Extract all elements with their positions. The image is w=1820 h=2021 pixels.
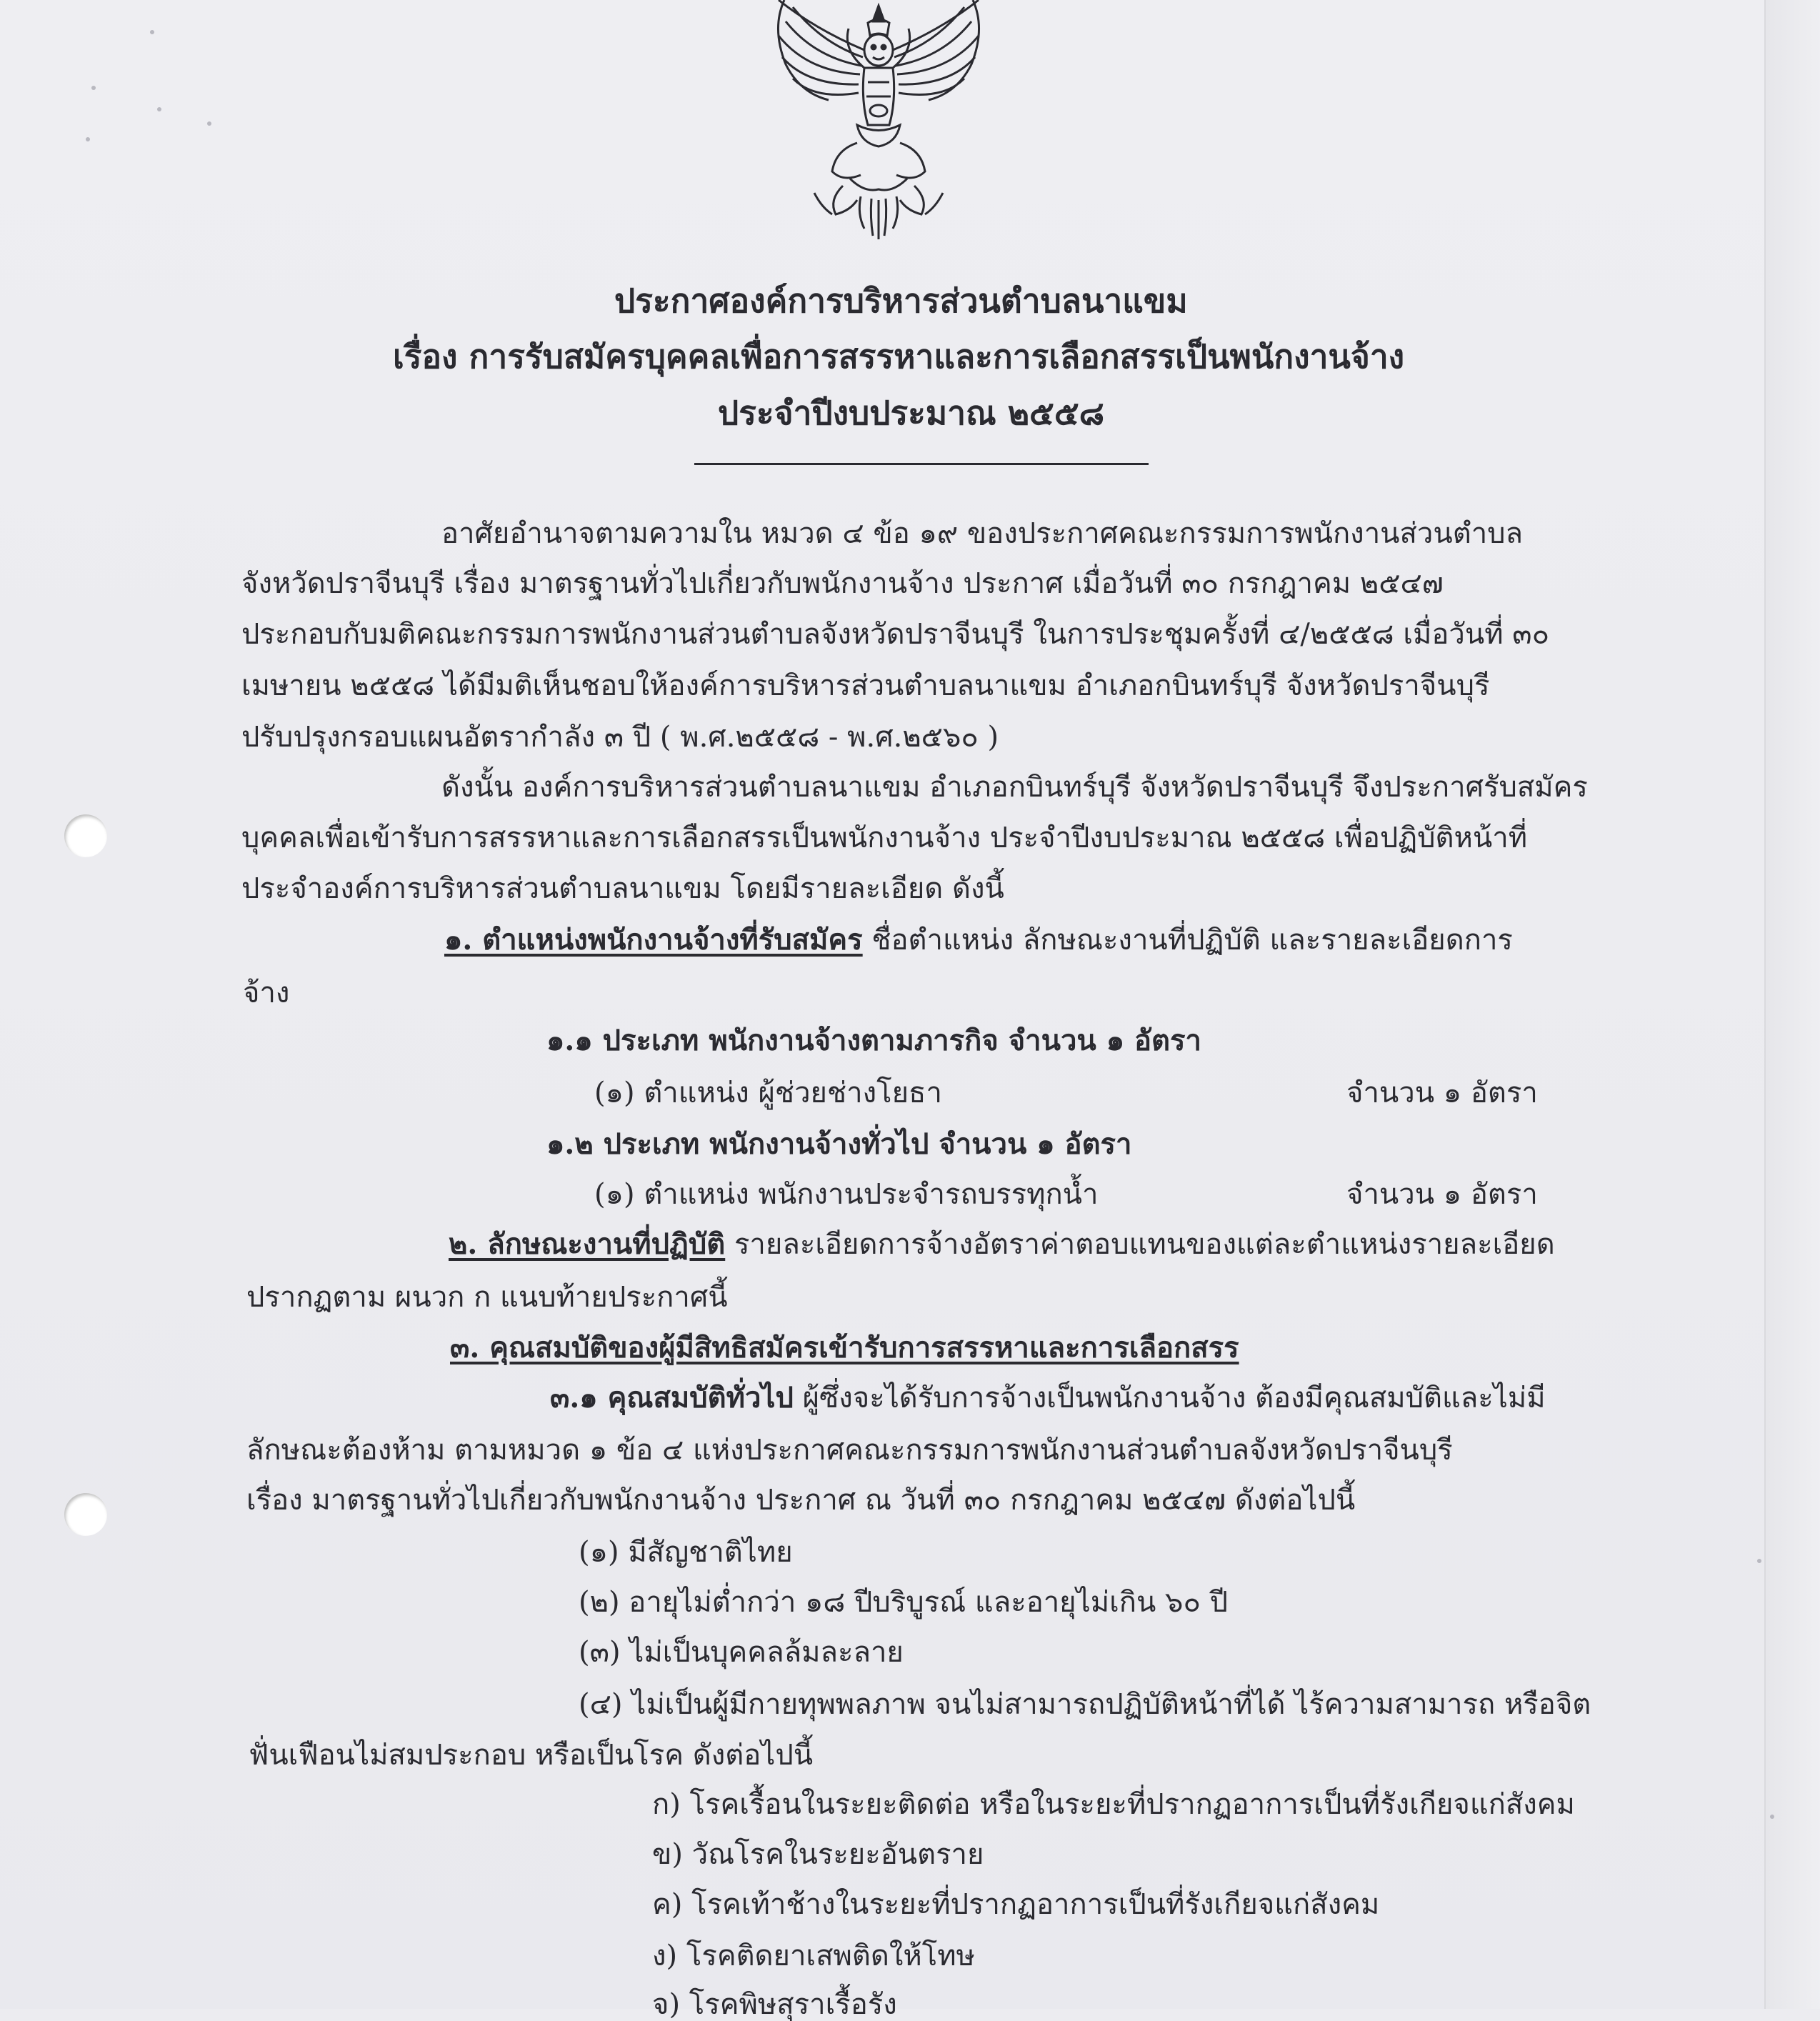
disease-item: จ) โรคพิษสุราเรื้อรัง	[652, 1988, 897, 2021]
intro-paragraph-line: บุคคลเพื่อเข้ารับการสรรหาและการเลือกสรรเป็นพนักงานจ้าง ประจำปีงบประมาณ ๒๕๕๘ เพื่อปฏิบัติหน้าที่	[241, 822, 1528, 854]
position-count: จำนวน ๑ อัตรา	[1346, 1178, 1538, 1211]
paper-speck	[1757, 1559, 1761, 1563]
section-3-1-title-rest: ผู้ซึ่งจะได้รับการจ้างเป็นพนักงานจ้าง ต้องมีคุณสมบัติและไม่มี	[793, 1382, 1546, 1414]
paper-speck	[157, 107, 161, 111]
section-1-heading	[444, 923, 1513, 957]
intro-paragraph-line: ปรับปรุงกรอบแผนอัตรากำลัง ๓ ปี ( พ.ศ.๒๕๕๘ - พ.ศ.๒๕๖๐ )	[241, 721, 999, 754]
disease-item: ง) โรคติดยาเสพติดให้โทษ	[652, 1940, 975, 1972]
section-2-heading	[449, 1227, 1555, 1261]
disease-item: ก) โรคเรื้อนในระยะติดต่อ หรือในระยะที่ปรากฏอาการเป็นที่รังเกียจแก่สังคม	[652, 1788, 1575, 1821]
announcement-subject: เรื่อง การรับสมัครบุคคลเพื่อการสรรหาและการเลือกสรรเป็นพนักงานจ้าง	[393, 337, 1405, 376]
position-item: (๑) ตำแหน่ง พนักงานประจำรถบรรทุกน้ำ	[594, 1178, 1099, 1211]
disease-item: ข) วัณโรคในระยะอันตราย	[652, 1838, 984, 1871]
qualification-item-cont: ฟั่นเฟือนไม่สมประกอบ หรือเป็นโรค ดังต่อไปนี้	[249, 1739, 814, 1772]
section-2-title-rest: รายละเอียดการจ้างอัตราค่าตอบแทนของแต่ละตำแหน่งรายละเอียด	[725, 1228, 1555, 1261]
announcement-title: ประกาศองค์การบริหารส่วนตำบลนาแขม	[614, 281, 1188, 320]
section-1-heading-cont: จ้าง	[243, 977, 290, 1009]
section-3-1-title: ๓.๑ คุณสมบัติทั่วไป	[550, 1381, 794, 1414]
position-count: จำนวน ๑ อัตรา	[1346, 1077, 1538, 1109]
section-2-title: ๒. ลักษณะงานที่ปฏิบัติ	[449, 1227, 726, 1261]
paper-speck	[150, 30, 154, 34]
paper-edge	[1764, 0, 1820, 2009]
section-1-title: ๑. ตำแหน่งพนักงานจ้างที่รับสมัคร	[444, 923, 863, 957]
section-2-cont: ปรากฏตาม ผนวก ก แนบท้ายประกาศนี้	[246, 1281, 728, 1314]
section-1-title-rest: ชื่อตำแหน่ง ลักษณะงานที่ปฏิบัติ และรายละเอียดการ	[862, 924, 1513, 957]
section-3-heading: ๓. คุณสมบัติของผู้มีสิทธิสมัครเข้ารับการสรรหาและการเลือกสรร	[450, 1331, 1239, 1364]
section-3-1-heading	[550, 1381, 1546, 1414]
announcement-fiscal-year: ประจำปีงบประมาณ ๒๕๕๘	[718, 394, 1105, 432]
section-3-1-line: ลักษณะต้องห้าม ตามหมวด ๑ ข้อ ๔ แห่งประกาศคณะกรรมการพนักงานส่วนตำบลจังหวัดปราจีนบุรี	[246, 1434, 1453, 1467]
title-divider	[694, 463, 1149, 465]
qualification-item: (๔) ไม่เป็นผู้มีกายทุพพลภาพ จนไม่สามารถปฏิบัติหน้าที่ได้ ไร้ความสามารถ หรือจิต	[579, 1688, 1591, 1721]
section-1-2-heading: ๑.๒ ประเภท พนักงานจ้างทั่วไป จำนวน ๑ อัตรา	[546, 1127, 1132, 1161]
intro-paragraph-line: ดังนั้น องค์การบริหารส่วนตำบลนาแขม อำเภอกบินทร์บุรี จังหวัดปราจีนบุรี จึงประกาศรับสมัคร	[441, 771, 1588, 804]
intro-paragraph-line: ประกอบกับมติคณะกรรมการพนักงานส่วนตำบลจังหวัดปราจีนบุรี ในการประชุมครั้งที่ ๔/๒๕๕๘ เมื่อวันที่ ๓๐	[241, 618, 1550, 651]
disease-item: ค) โรคเท้าช้างในระยะที่ปรากฏอาการเป็นที่รังเกียจแก่สังคม	[652, 1888, 1380, 1921]
paper-speck	[86, 137, 90, 141]
garuda-emblem	[764, 0, 993, 239]
punch-hole-top	[64, 814, 107, 857]
intro-paragraph-line: อาศัยอำนาจตามความใน หมวด ๔ ข้อ ๑๙ ของประกาศคณะกรรมการพนักงานส่วนตำบล	[441, 517, 1524, 550]
qualification-item: (๓) ไม่เป็นบุคคลล้มละลาย	[579, 1636, 904, 1669]
intro-paragraph-line: ประจำองค์การบริหารส่วนตำบลนาแขม โดยมีรายละเอียด ดังนี้	[241, 872, 1004, 905]
punch-hole-bottom	[64, 1493, 107, 1536]
section-1-1-heading: ๑.๑ ประเภท พนักงานจ้างตามภารกิจ จำนวน ๑ อัตรา	[546, 1024, 1201, 1057]
qualification-item: (๒) อายุไม่ต่ำกว่า ๑๘ ปีบริบูรณ์ และอายุไม่เกิน ๖๐ ปี	[579, 1586, 1228, 1619]
paper-speck	[207, 121, 211, 126]
intro-paragraph-line: จังหวัดปราจีนบุรี เรื่อง มาตรฐานทั่วไปเกี่ยวกับพนักงานจ้าง ประกาศ เมื่อวันที่ ๓๐ กรกฎาคม ๒๕๔๗	[241, 567, 1444, 600]
section-3-1-line: เรื่อง มาตรฐานทั่วไปเกี่ยวกับพนักงานจ้าง ประกาศ ณ วันที่ ๓๐ กรกฎาคม ๒๕๔๗ ดังต่อไปนี้	[246, 1484, 1356, 1517]
qualification-item: (๑) มีสัญชาติไทย	[579, 1536, 793, 1569]
paper-speck	[91, 86, 96, 90]
position-item: (๑) ตำแหน่ง ผู้ช่วยช่างโยธา	[594, 1077, 942, 1109]
paper-speck	[1770, 1815, 1774, 1819]
intro-paragraph-line: เมษายน ๒๕๕๘ ได้มีมติเห็นชอบให้องค์การบริหารส่วนตำบลนาแขม อำเภอกบินทร์บุรี จังหวัดปราจีนบุรี	[241, 669, 1490, 702]
